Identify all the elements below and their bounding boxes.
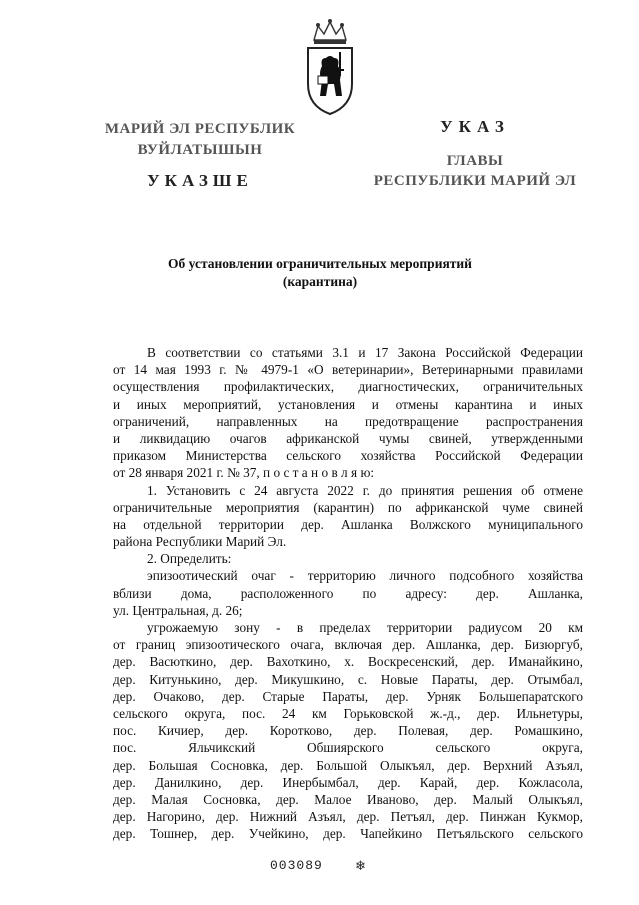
body-line: дер. Китунькино, дер. Микушкино, с. Новые Параты, дер. Отымбал, [113,671,583,687]
body-line: 1. Установить с 24 августа 2022 г. до принятия решения об отмене [147,482,583,498]
header-right-line2: РЕСПУБЛИКИ МАРИЙ ЭЛ [373,173,577,189]
body-line: осуществления профилактических, диагностических, ограничительных [113,379,583,395]
body-line: на отдельной территории дер. Ашланка Волжского муниципального [113,516,583,532]
body-line: дер. Нагорино, дер. Нижний Азъял, дер. Петъял, дер. Пинжан Кукмор, [113,809,583,825]
body-line: В соответствии со статьями 3.1 и 17 Закона Российской Федерации [147,345,583,360]
document-body [113,344,583,842]
body-line: от 14 мая 1993 г. № 4979-1 «О ветеринарии», Ветеринарными правилами [113,362,583,378]
body-line: пос. Яльчикский Обшиярского сельского округа, [113,740,583,756]
document-title-line2: (карантина) [282,274,358,289]
body-line: дер. Очаково, дер. Старые Параты, дер. Урняк Большепаратского [113,688,583,704]
body-line: дер. Васюткино, дер. Вахоткино, х. Воскресенский, дер. Иманайкино, [113,654,583,670]
body-line: сельского округа, пос. 24 км Горьковской ж.-д., дер. Ильнетуры, [113,705,583,721]
body-line: и иных мероприятий, установления и отмены карантина и иных [113,396,583,412]
body-line: от границ эпизоотического очага, включая дер. Ашланка, дер. Бизюргуб, [113,637,583,653]
body-line: пос. Кичиер, дер. Коротково, дер. Полевая, дер. Ромашкино, [113,723,583,739]
body-line: 2. Определить: [147,551,232,567]
header-right-line1: ГЛАВЫ [446,153,504,169]
document-serial-number: 003089 [270,858,323,873]
snowflake-icon: ❄ [355,858,366,873]
body-line: от 28 января 2021 г. № 37, п о с т а н о в л я ю: [113,465,375,481]
body-line: дер. Данилкино, дер. Инербымбал, дер. Карай, дер. Кожласола, [113,774,583,790]
header-left-line2: ВУЙЛАТЫШЫН [137,142,263,158]
header-right-title: УКАЗ [440,117,510,136]
body-line: приказом Министерства сельского хозяйства Российской Федерации [113,448,583,464]
header-left-title: УКАЗШЕ [147,171,253,190]
body-line: ул. Центральная, д. 26; [113,602,243,618]
body-line: дер. Тошнер, дер. Учейкино, дер. Чапейкино Петъяльского сельского [113,826,583,842]
body-line: вблизи дома, расположенного по адресу: дер. Ашланка, [113,585,583,601]
document-title-line1: Об установлении ограничительных мероприятий [168,256,472,271]
body-line: и ликвидацию очагов африканской чумы свиней, утвержденными [113,430,583,446]
body-line: эпизоотический очаг - территорию личного подсобного хозяйства [147,568,583,584]
body-line: дер. Малая Сосновка, дер. Малое Иваново, дер. Малый Олыкъял, [113,791,583,807]
body-line: дер. Большая Сосновка, дер. Большой Олыкъял, дер. Верхний Азъял, [113,757,583,773]
coat-of-arms-emblem [300,18,360,118]
document-title [100,255,540,291]
header-left-line1: МАРИЙ ЭЛ РЕСПУБЛИК [104,121,296,137]
body-line: угрожаемую зону - в пределах территории радиусом 20 км [147,620,583,635]
body-line: района Республики Марий Эл. [113,534,287,550]
body-line: ограничительные мероприятия (карантин) по африканской чуме свиней [113,499,583,515]
body-line: ограничений, направленных на предотвращение распространения [113,413,583,429]
